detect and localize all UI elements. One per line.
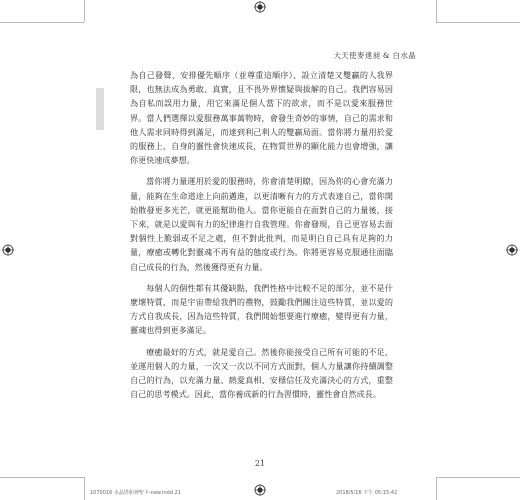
registration-mark-icon — [506, 244, 518, 256]
paragraph: 為自己發聲、安排優先順序（並尊重這順序）、設立清楚又雙贏的人我界限，也無法成為勇敢、真實，且不畏外界懷疑與拔解的自己。我們容易因為自私而誤用力量，用它來滿足個人當下的欲求，而不是以愛來服務世界。當人們選擇以愛服務萬事萬物時，會發生奇妙的事情，自己的需求和他人需求同時得到滿足，而達到利己利人的雙贏局面。當你將力量用於愛的服務上，自身的靈性會快速成長，在物質世界的顯化能力也會增強，讓你更快速成夢想。 — [130, 70, 393, 166]
trim-line — [84, 0, 85, 22]
trim-line — [436, 477, 520, 478]
trim-line — [84, 477, 85, 500]
trim-line — [0, 477, 84, 478]
registration-mark-icon — [254, 484, 266, 496]
running-head: 大天使麥達昶 & 白水晶 — [333, 51, 416, 60]
body-text — [130, 68, 393, 401]
trim-line — [436, 22, 520, 23]
trim-line — [0, 22, 84, 23]
paragraph: 當你將力量運用於愛的服務時，你會清楚明瞭，因為你的心會充滿力量，能夠在生命道途上向前邁進，以更清晰有力的方式表達自己，當你開始散發更多光芒，就更能幫助他人。當你更能自在面對自己的力量後，接下來，就是以愛與有力的紀律進行自我管理。你會發現，自己更容易去面對個性上脆弱或不足之處，但不對此批判，而是明白自己具有足夠的力量，療癒或轉化對靈魂不再有益的態度或行為。你將更容易克服通往面臨自己成長的行為，然後獲得更有力量。 — [130, 176, 393, 272]
print-slug-filename: 1070016 水晶塔和神聖卡-new.indd 21 — [90, 490, 181, 496]
trim-line — [436, 477, 437, 500]
registration-mark-icon — [254, 1, 266, 13]
trim-line — [436, 0, 437, 22]
paragraph: 每個人的個性都有其優缺點，我們性格中比較不足的部分，並不是什麼壞特質，而是宇宙帶給我們的禮物，鼓勵我們關注這些特質，並以愛的方式自我成長，因為這些特質，我們開始想要進行療癒，變得更有力量，靈魂也得到更多滿足。 — [130, 282, 393, 336]
page-number: 21 — [254, 459, 266, 468]
chapter-side-tab — [96, 88, 104, 130]
paragraph: 療癒最好的方式，就是愛自己。然後你能接受自己所有可能的不足，並運用個人的力量，一次又一次以不同方式面對，個人力量讓你持續調整自己的行為，以充滿力量、熱愛真相、安穩信任及充滿決心的方式，重整自己的思考模式。因此，當你養成新的行為習慣時，靈性會自然成長。 — [130, 346, 393, 400]
registration-mark-icon — [2, 244, 14, 256]
print-slug-timestamp: 2018/5/16 下午 05:15:42 — [336, 490, 398, 496]
